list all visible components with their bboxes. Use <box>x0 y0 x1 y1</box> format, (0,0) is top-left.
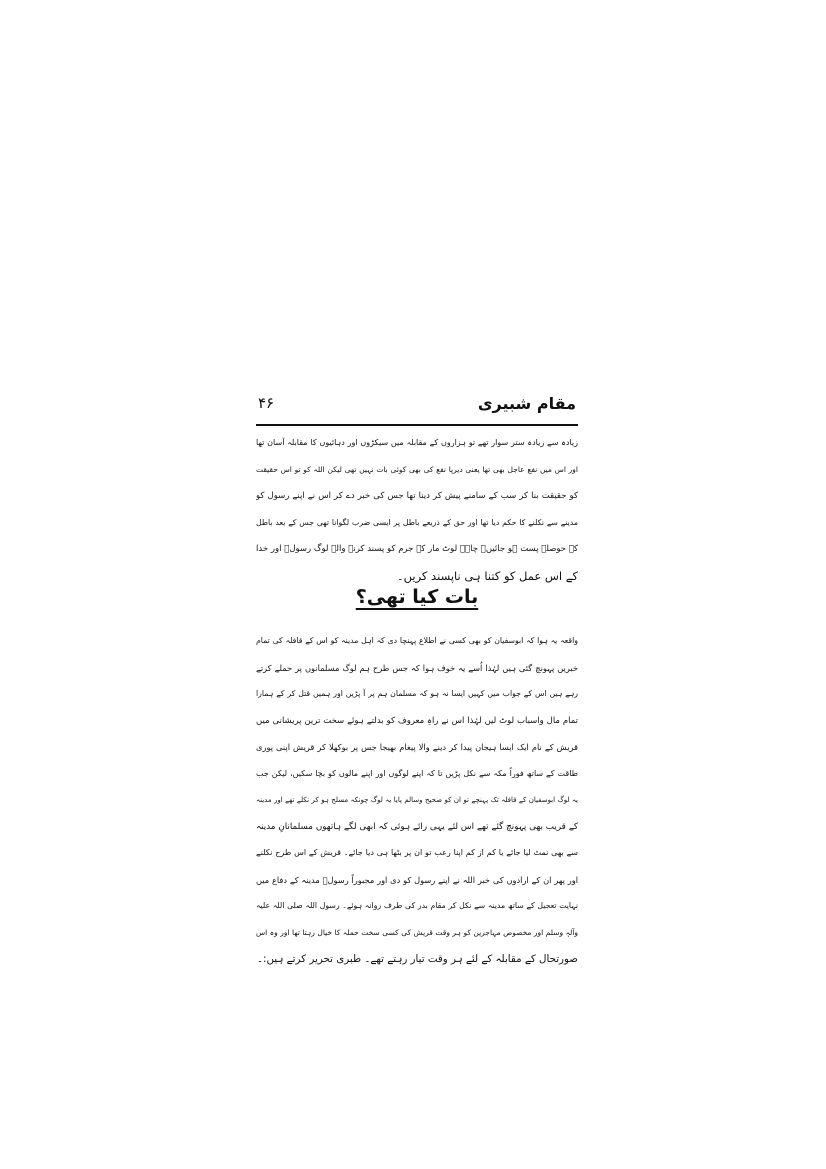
text-line: تمام مال واسباب لوٹ لیں لہٰذا اس نے راہِ معروف کو بدلتے ہوئے سخت ترین پریشانی میں <box>256 715 578 726</box>
text-line: یہ لوگ ابوسفیان کے قافلہ تک پہنچے تو ان کو صحیح وسالم پایا یہ لوگ چونکہ مسلح ہو کر نکلے تھے اور مدینہ <box>256 796 578 804</box>
text-line: صورتحال کے مقابلہ کے لئے ہر وقت تیار رہتے تھے۔ طبری تحریر کرتے ہیں:۔ <box>257 953 578 965</box>
section-heading-text: بات کیا تھی؟ <box>355 586 479 608</box>
text-line: وآلہٖ وسلم اور مخصوص مہاجرین کو ہر وقت قریش کی کسی سخت حملہ کا خیال رہتا تھا اور وہ اس <box>256 927 578 937</box>
page-header <box>258 392 576 422</box>
text-line: اور اس میں نفع عاجل بھی تھا یعنی دیرپا نفع کی بھی کوئی بات نہیں تھی لیکن اللہ کو تو اس حقیقت <box>256 464 578 474</box>
paragraph-2 <box>256 628 578 973</box>
text-line: واقعہ یہ ہوا کہ ابوسفیان کو بھی کسی نے اطلاع پہنچا دی کہ اہل مدینہ کو اس کے قافلہ کی تمام <box>256 636 578 645</box>
text-line: قریش کے نام ایک ایسا ہیجان پیدا کر دینے والا پیغام بھیجا جس پر بوکھلا کر قریش اپنی پوری <box>256 742 578 752</box>
paragraph-1 <box>256 430 578 589</box>
header-divider <box>256 424 578 426</box>
book-title: مقام شبیری <box>477 394 576 413</box>
text-line: مدینے سے نکلنے کا حکم دیا تھا اور حق کے ذریعے باطل پر ایسی ضرب لگوانا تھی جس کے بعد باطل <box>256 517 578 527</box>
text-line: کے حوصلے پست ہو جائیں۔ چاہے لوٹ مار کے جرم کو پسند کرنے والے لوگ رسولؐ اور خدا <box>256 544 578 554</box>
text-line: اور پھر ان کے ارادوں کی خبر اللہ نے اپنے رسول کو دی اور مجبوراً رسولؐ مدینہ کے دفاع میں <box>256 874 578 885</box>
text-line: خبریں پہونچ گئی ہیں لہٰذا اُسے یہ خوف ہوا کہ جس طرح ہم لوگ مسلمانوں پر حملے کرتے <box>256 662 578 673</box>
text-line: زیادہ سے زیادہ ستر سوار تھے تو ہزاروں کے مقابلہ میں سیکڑوں اور دہائیوں کا مقابلہ آسان تھا <box>256 438 578 447</box>
text-line: کے اس عمل کو کتنا ہی ناپسند کریں۔ <box>396 568 578 583</box>
text-line: سے بھی نمٹ لیا جائے یا کم از کم اپنا رعب تو ان پر بٹھا ہی دیا جائے۔ قریش کے اس طرح نکلنے <box>256 848 578 857</box>
page-number: ۴۶ <box>258 394 275 412</box>
section-heading <box>256 586 578 622</box>
text-line: نہایت تعجیل کے ساتھ مدینہ سے نکل کر مقام بدر کی طرف روانہ ہوئے۔ رسول اللہ صلی اللہ علیہ <box>256 901 578 910</box>
text-line: کے قریب بھی پہونچ گئے تھے اس لئے یہی رائے ہوئی کہ ابھی لگے ہاتھوں مسلمانانِ مدینہ <box>256 821 578 832</box>
text-line: طاقت کے ساتھ فوراً مکہ سے نکل پڑیں تا کہ اپنے لوگوں اور اپنے مالوں کو بچا سکیں، لیکن جب <box>256 768 578 778</box>
text-line: رہے ہیں اس کے جواب میں کہیں ایسا نہ ہو کہ مسلمان ہم پر آ پڑیں اور ہمیں قتل کر کے ہمارا <box>256 689 578 698</box>
text-line: کو حقیقت بنا کر سب کے سامنے پیش کر دینا تھا جس کی خبر دے کر اس نے اپنے رسول کو <box>256 491 578 501</box>
